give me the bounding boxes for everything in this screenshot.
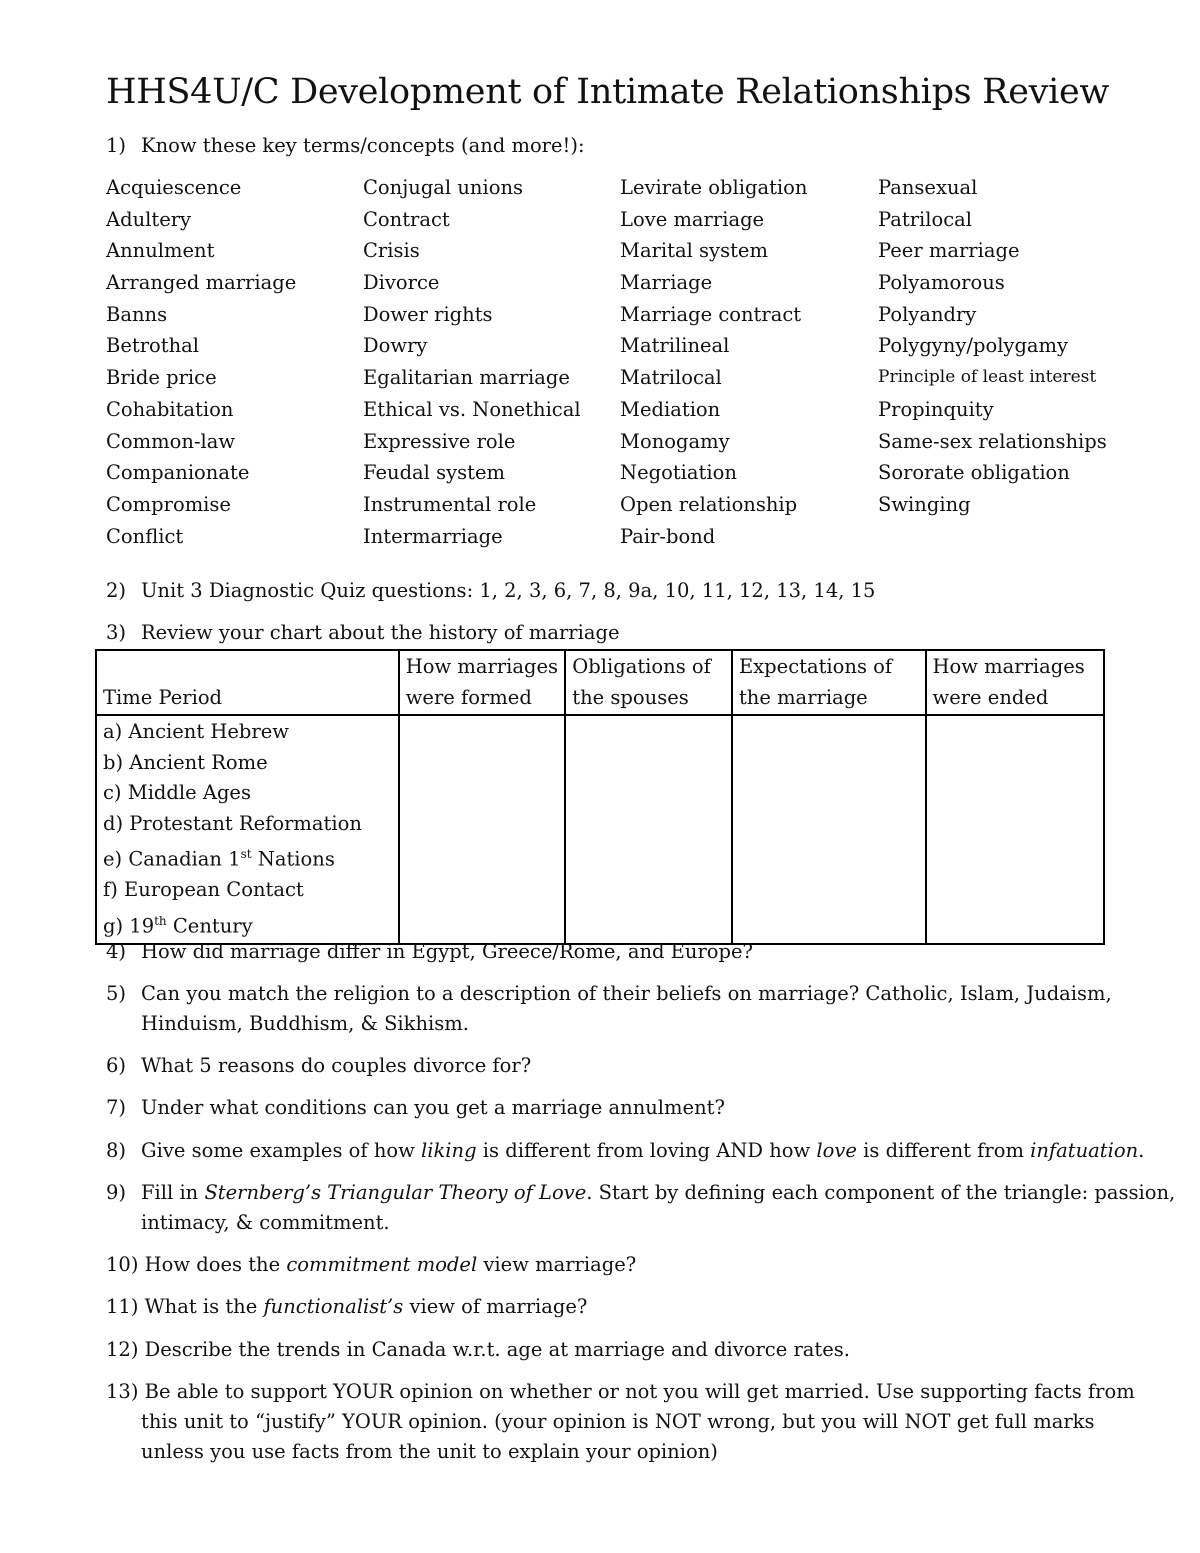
question-number: 4) [106,940,127,963]
term: Dower rights [363,302,493,326]
term: Negotiation [620,461,737,485]
key-terms-list [106,172,1106,552]
term: Polyandry [878,302,977,326]
question-9: 9) Fill in Sternberg’s Triangular Theory of Love. Start by defining each component of the triangle: passion, intimacy, & commitment. [106,1178,1175,1238]
term: Adultery [106,207,192,231]
emphasis: infatuation [1030,1139,1139,1162]
term: Annulment [106,239,215,263]
question-12 [106,1335,850,1365]
question-text-continued: Hinduism, Buddhism, & Sikhism. [141,1012,469,1035]
period-label: e) Canadian 1st Nations [103,847,335,871]
period-label: d) Protestant Reformation [103,811,362,835]
term: Polygyny/polygamy [878,334,1069,358]
term: Ethical vs. Nonethical [363,397,581,421]
term: Swinging [878,492,971,516]
terms-column-4 [878,172,1107,521]
blank-cell-ended[interactable] [926,715,1105,944]
term: Compromise [106,492,231,516]
question-text-continued: this unit to “justify” YOUR opinion. (your opinion is NOT wrong, but you will NOT get full marks [141,1410,1095,1433]
question-6 [106,1051,531,1081]
term: Mediation [620,397,721,421]
term: Conflict [106,524,184,548]
blank-cell-formed[interactable] [399,715,566,944]
term: Matrilineal [620,334,730,358]
time-period-cell [96,715,399,944]
question-13 [106,1377,1135,1467]
term: Bride price [106,366,217,390]
question-5 [106,979,1112,1039]
term: Cohabitation [106,397,234,421]
question-text: Review your chart about the history of marriage [141,621,620,644]
question-number: 6) [106,1054,127,1077]
question-text-continued: unless you use facts from the unit to explain your opinion) [141,1440,718,1463]
term: Same-sex relationships [878,429,1107,453]
term: Feudal system [363,461,506,485]
question-text: Unit 3 Diagnostic Quiz questions: 1, 2, 3, 6, 7, 8, 9a, 10, 11, 12, 13, 14, 15 [141,579,876,602]
question-text: Describe the trends in Canada w.r.t. age at marriage and divorce rates. [138,1338,851,1361]
question-number: 2) [106,579,127,602]
terms-column-1 [106,172,296,552]
question-number: 10) [106,1253,139,1276]
emphasis: Sternberg’s Triangular Theory of Love [204,1181,587,1204]
term: Arranged marriage [106,271,297,295]
term: Marital system [620,239,768,263]
period-label: c) Middle Ages [103,781,251,804]
terms-column-3 [620,172,807,552]
question-7 [106,1093,725,1123]
term: Crisis [363,239,420,263]
period-label: f) European Contact [103,878,304,901]
question-number: 7) [106,1096,127,1119]
question-text: Under what conditions can you get a marriage annulment? [141,1096,725,1119]
header-time-period: Time Period [96,650,399,715]
question-1 [106,131,585,161]
term: Monogamy [620,429,730,453]
question-text: How did marriage differ in Egypt, Greece/Rome, and Europe? [141,940,754,963]
term: Betrothal [106,334,200,358]
term: Egalitarian marriage [363,366,570,390]
term: Sororate obligation [878,461,1070,485]
term: Principle of least interest [878,367,1097,388]
period-label: a) Ancient Hebrew [103,720,289,743]
question-number: 5) [106,982,127,1005]
question-number: 13) [106,1380,139,1403]
term: Divorce [363,271,440,295]
term: Acquiescence [106,176,242,199]
term: Patrilocal [878,207,973,231]
blank-cell-obligations[interactable] [565,715,732,944]
term: Expressive role [363,429,516,453]
term: Propinquity [878,397,994,421]
question-text: Know these key terms/concepts (and more!): [141,134,585,157]
term: Marriage contract [620,302,802,326]
emphasis: functionalist’s [263,1295,404,1318]
term: Banns [106,302,168,326]
term: Levirate obligation [620,176,808,199]
term: Instrumental role [363,492,537,516]
term: Pansexual [878,176,978,199]
term: Polyamorous [878,271,1005,295]
page-title: HHS4U/C Development of Intimate Relationships Review [106,72,1110,112]
header-how-formed: How marriages were formed [399,650,566,715]
question-text: Be able to support YOUR opinion on whether or not you will get married. Use supporting facts from [138,1380,1135,1403]
term: Companionate [106,461,250,485]
question-text: What 5 reasons do couples divorce for? [141,1054,532,1077]
question-number: 1) [106,134,127,157]
term: Marriage [620,271,713,295]
term: Open relationship [620,492,798,516]
term: Peer marriage [878,239,1020,263]
term: Contract [363,207,450,231]
question-4 [106,937,753,967]
question-number: 3) [106,621,127,644]
emphasis: liking [421,1139,477,1162]
question-8: 8) Give some examples of how liking is different from loving AND how love is different from infatuation. [106,1136,1144,1166]
blank-cell-expectations[interactable] [732,715,926,944]
question-number: 9) [106,1181,127,1204]
question-number: 11) [106,1295,139,1318]
term: Dowry [363,334,428,358]
term: Pair-bond [620,524,716,548]
emphasis: commitment model [286,1253,478,1276]
question-3 [106,618,620,648]
table-header-row [96,650,1104,715]
period-label: g) 19th Century [103,913,253,937]
question-10: 10) How does the commitment model view marriage? [106,1253,637,1276]
header-how-ended: How marriages were ended [926,650,1105,715]
question-11: 11) What is the functionalist’s view of marriage? [106,1295,588,1318]
emphasis: love [816,1139,857,1162]
question-2 [106,576,875,606]
period-label: b) Ancient Rome [103,750,268,774]
table-row [96,715,1104,944]
question-number: 8) [106,1139,127,1162]
question-number: 12) [106,1338,139,1361]
question-text: Can you match the religion to a description of their beliefs on marriage? Catholic, Islam, Judaism, [141,982,1112,1005]
term: Conjugal unions [363,176,524,199]
term: Common-law [106,429,236,453]
term: Intermarriage [363,524,503,548]
marriage-history-table [95,649,1105,945]
term: Matrilocal [620,366,722,390]
term: Love marriage [620,207,765,231]
header-obligations: Obligations of the spouses [565,650,732,715]
question-text-continued: intimacy, & commitment. [141,1211,390,1234]
header-expectations: Expectations of the marriage [732,650,926,715]
terms-column-2 [363,172,581,552]
